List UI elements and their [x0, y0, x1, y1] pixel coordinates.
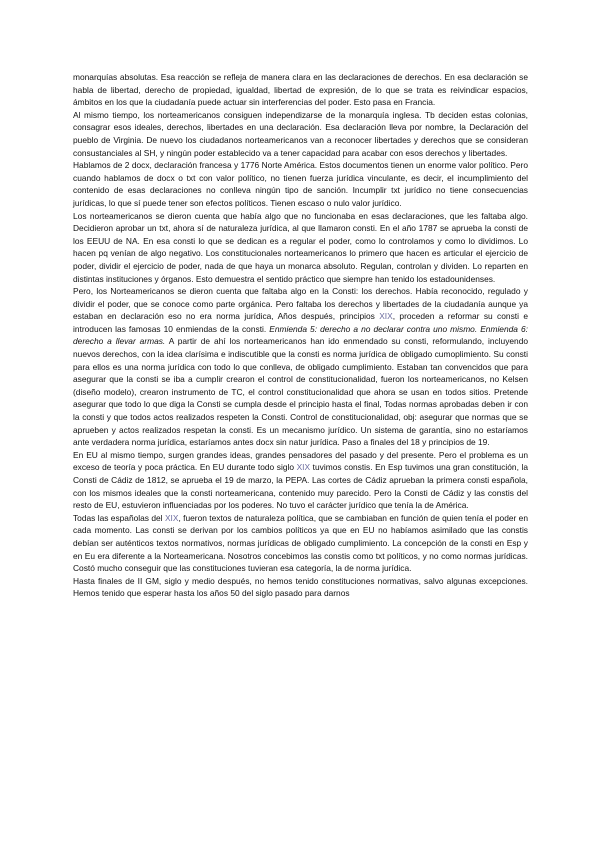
document-page	[73, 71, 528, 600]
century-xix-link[interactable]: XIX	[296, 462, 311, 473]
paragraph-enmiendas-part2: , proceden a reformar su consti e introducen las famosas 10 enmiendas de la consti.	[73, 311, 528, 334]
paragraph-ii-gm: Hasta finales de II GM, siglo y medio después, no hemos tenido constituciones normativas, salvo algunas excepciones. Hemos tenido que esperar hasta los años 50 del siglo pasado para darnos	[73, 575, 528, 599]
paragraph-enmiendas	[73, 285, 528, 449]
paragraph-espanolas-xix-part1: Todas las españolas del	[73, 512, 165, 523]
century-xix-link[interactable]: XIX	[379, 311, 393, 322]
paragraph-dos-documentos: Hablamos de 2 docx, declaración francesa y 1776 Norte América. Estos documentos tienen un enorme valor político. Pero cuando hablamos de docx o txt con valor político, no tienen fuerza jurídica vinculante, es decir, el incumplimiento del contenido de esas declaraciones no conlleva ningún tipo de sanción. Incumplir txt jurídico no tiene consecuencias jurídicas, lo que sí puede tener son efectos políticos. Tienen escaso o nulo valor jurídico.	[73, 160, 528, 208]
paragraph-monarquias: monarquías absolutas. Esa reacción se refleja de manera clara en las declaraciones de derechos. En esa declaración se habla de libertad, derecho de propiedad, igualdad, libertad de expresión, de lo que se trata es reivindicar espacios, ámbitos en los que la ciudadanía puede actuar sin interferencias del poder. Esto pasa en Francia.	[73, 72, 528, 108]
paragraph-eu-cadiz	[73, 449, 528, 512]
paragraph-espanolas-xix-part2: , fueron textos de naturaleza política, que se cambiaban en función de quien tenía el poder en cada momento. Las consti se derivan por los cambios políticos ya que en EU no habíamos asimilado que las constis debían ser auténticos textos normativos, normas jurídicas de obligado cumplimiento. La concepción de la consti en Esp y en Eu era diferente a la Norteamericana. Nosotros concebimos las constis como txt políticos, y no como normas jurídicas. Costó mucho conseguir que las constituciones tuvieran esa categoría, la de norma jurídica.	[73, 512, 528, 574]
paragraph-norteamericanos-virginia: Al mismo tiempo, los norteamericanos consiguen independizarse de la monarquía inglesa. Tb deciden estas colonias, consagrar esos ideales, derechos, libertades en una declaración. Esa declaración lleva por nombre, la Declaración del pueblo de Virginia. De nuevo los ciudadanos norteamericanos van a reconocer libertades y derechos que se consideran consustanciales al SH, y ningún poder establecido va a tener capacidad para acabar con esos derechos y libertades.	[73, 109, 528, 158]
amendments-italic-text: Enmienda 5: derecho a no declarar contra uno mismo. Enmienda 6: derecho a llevar armas.	[73, 323, 528, 347]
century-xix-link[interactable]: XIX	[164, 512, 179, 523]
paragraph-enmiendas-part3: A partir de ahí los norteamericanos han ido enmendado su consti, reformulando, incluyendo nuevos derechos, con la idea clarísima e indiscutible que la consti es norma jurídica de obligado cumoplimiento. Su consti para ellos es una norma jurídica con todo lo que conlleva, de obligado cumplimiento. Estaban tan convencidos que para asegurar que la consti se iba a cumplir crearon el control de constitucionalidad, fueron los norteamericanos, no Kelsen (diseño modelo), crearon instrumento de TC, el control constitucionalidad que ahora se usan en todos sitios. Pretende asegurar que todo lo que diga la Consti se cumpla desde el principio hasta el final, Todas normas aprobadas deben ir con la consti y que todos actos realizados respeten la Consti. Control de constitucionalidad, obj: asegurar que normas que se aprueben y actos realizados respetan la consti. Es un mecanismo jurídico. Un sistema de garantía, sino no estaríamos ante verdadera norma jurídica, estaríamos antes docx sin natur jurídica. Paso a finales del 18 y principios de 19.	[73, 336, 529, 448]
paragraph-enmiendas-part1: Pero, los Norteamericanos se dieron cuenta que faltaba algo en la Consti: los derechos. Había reconocido, regulado y dividir el poder, que se conoce como parte orgánica. Pero faltaba los derechos y libertades de la ciudadanía aunque ya estaban en declaración eso no era norma jurídica, Años después, principios	[73, 286, 528, 322]
paragraph-consti-1787: Los norteamericanos se dieron cuenta que había algo que no funcionaba en esas declaraciones, que les faltaba algo. Decidieron aprobar un txt, ahora sí de naturaleza jurídica, al que llamaron consti. En el año 1787 se aprueba la consti de los EEUU de NA. En esa consti lo que se dedican es a regular el poder, como lo controlamos y como lo dividimos. Lo hacen pq venían de algo negativo. Los constitucionales norteamericanos lo primero que hacen es articular el ejercicio de poder, dividir el ejercicio de poder, nada de que haya un monarca absoluto. Regulan, controlan y dividen. Lo reparten en distintas instituciones y órganos. Esto demuestra el sentido práctico que siempre han tenido los estadounidenses.	[73, 210, 528, 284]
paragraph-espanolas-xix	[73, 512, 528, 575]
paragraph-eu-cadiz-part2: tuvimos constis. En Esp tuvimos una gran constitución, la Consti de Cádiz de 1812, se aprueba el 19 de marzo, la PEPA. Las cortes de Cádiz aprueban la primera consti española, con los mismos ideales que la consti norteamericana, contenido muy parecido. Pero la Consti de Cádiz y las constis del resto de EU, estuvieron influenciadas por los poderes. No tuvo el carácter jurídico que tenía la de América.	[73, 462, 529, 511]
paragraph-eu-cadiz-part1: En EU al mismo tiempo, surgen grandes ideas, grandes pensadores del pasado y del presente. Pero el problema es un exceso de teoría y poca práctica. En EU durante todo siglo	[73, 449, 528, 473]
